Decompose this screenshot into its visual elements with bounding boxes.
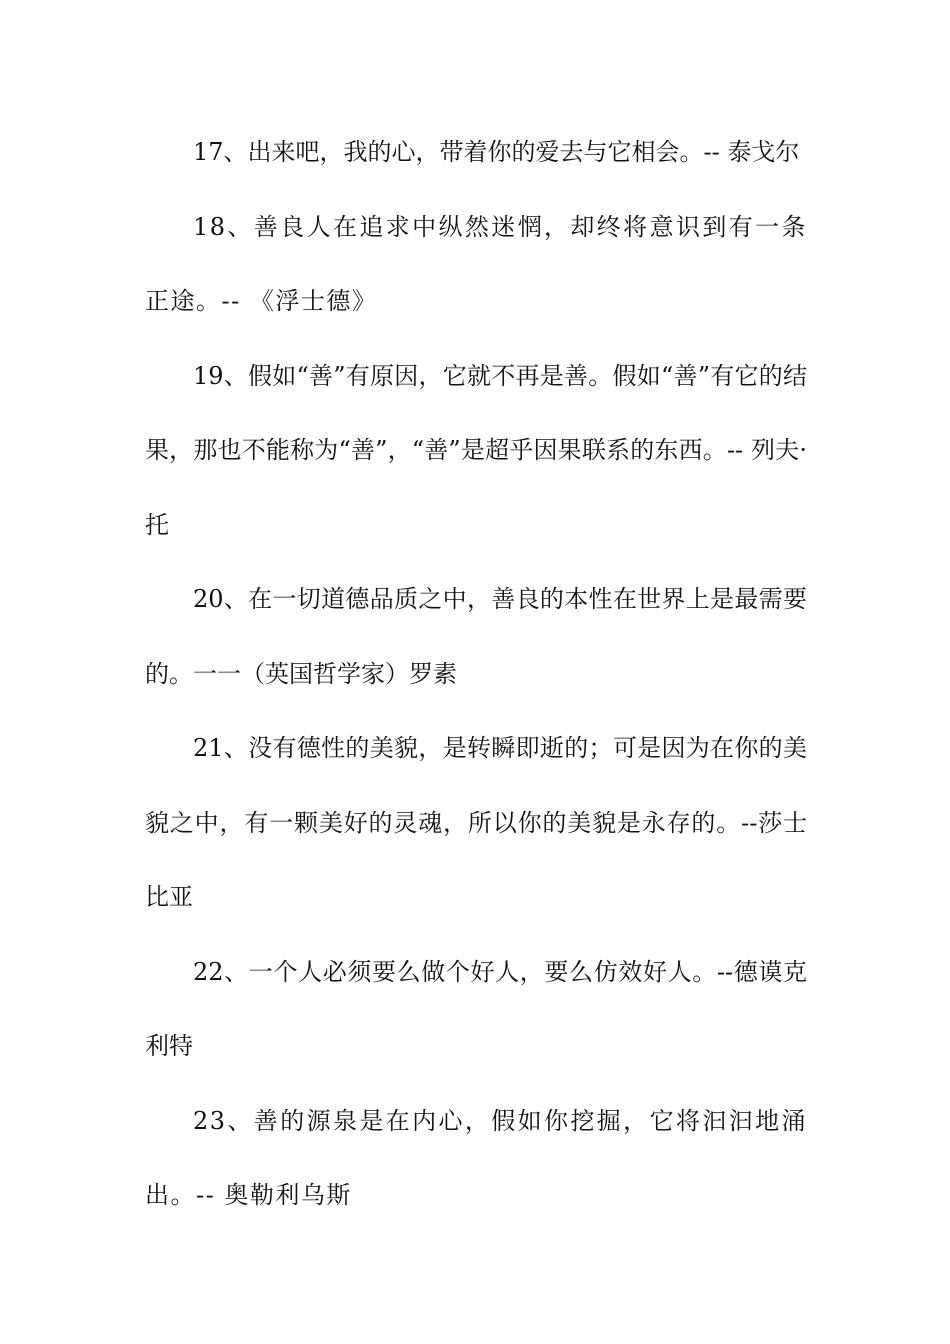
quote-23: 23、善的源泉是在内心，假如你挖掘，它将汩汩地涌出。-- 奥勒利乌斯 xyxy=(145,1106,807,1209)
quote-19: 19、假如“善”有原因，它就不再是善。假如“善”有它的结果，那也不能称为“善”，“善”是超乎因果联系的东西。-- 列夫·托 xyxy=(145,361,807,539)
quote-20: 20、在一切道德品质之中，善良的本性在世界上是最需要的。一一（英国哲学家）罗素 xyxy=(145,585,807,688)
quote-21: 21、没有德性的美貌，是转瞬即逝的；可是因为在你的美貌之中，有一颗美好的灵魂，所以你的美貌是永存的。--莎士比亚 xyxy=(145,734,807,911)
quote-17: 17、出来吧，我的心，带着你的爱去与它相会。-- 泰戈尔 xyxy=(193,138,800,166)
quote-list xyxy=(145,115,807,1233)
quote-22: 22、一个人必须要么做个好人，要么仿效好人。--德谟克利特 xyxy=(145,957,807,1060)
quote-18: 18、善良人在追求中纵然迷惘，却终将意识到有一条正途。-- 《浮士德》 xyxy=(145,212,807,315)
